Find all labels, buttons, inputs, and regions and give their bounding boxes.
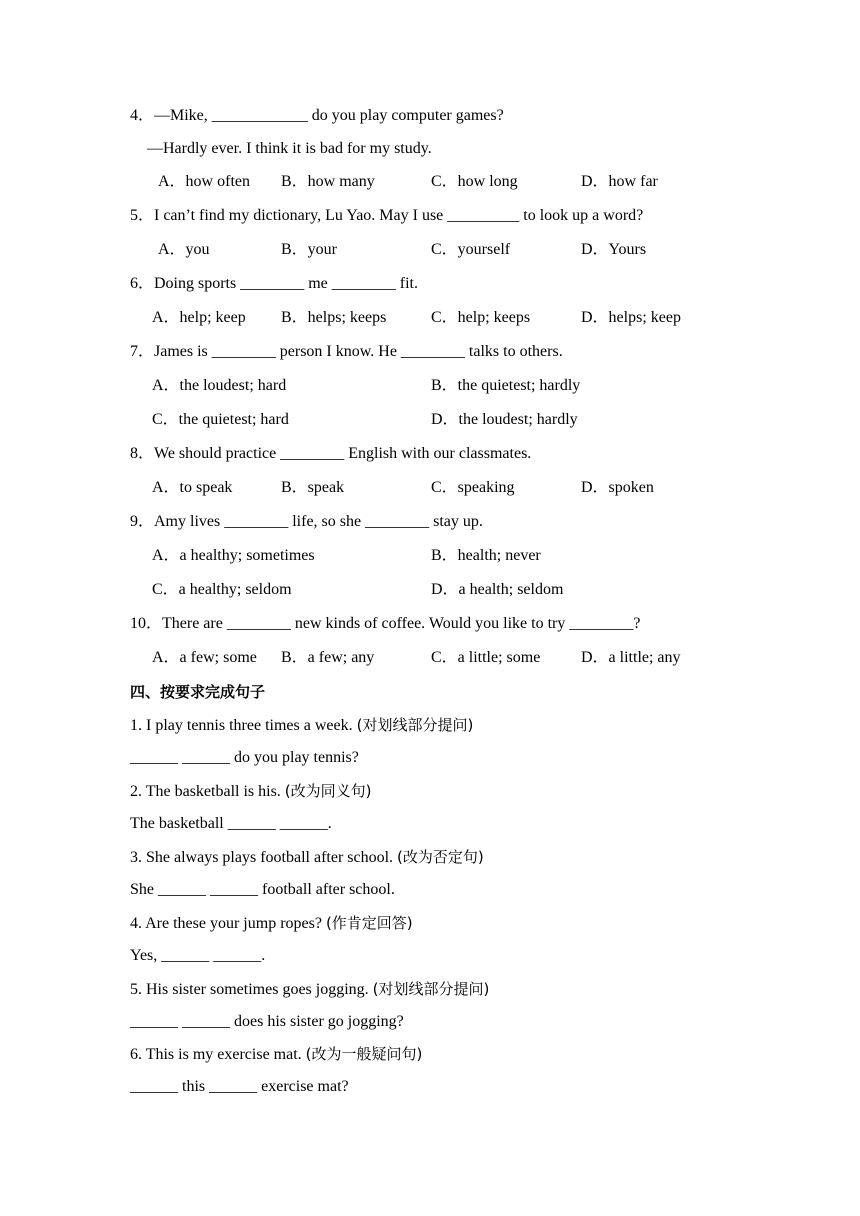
- question-10-option-c: C．a little; some: [431, 649, 541, 666]
- question-8-option-b: B．speak: [281, 479, 345, 496]
- sentence-task-6-answer: ______ this ______ exercise mat?: [130, 1078, 349, 1095]
- question-6-option-c: C．help; keeps: [431, 309, 531, 326]
- sentence-task-6: [130, 1044, 422, 1065]
- question-7-option-a: A．the loudest; hard: [152, 377, 287, 394]
- question-10-option-a: A．a few; some: [152, 649, 257, 666]
- question-10-option-d: D．a little; any: [581, 649, 681, 666]
- question-8-option-d: D．spoken: [581, 479, 654, 496]
- question-4-option-d: D．how far: [581, 173, 658, 190]
- question-7-stem: 7．James is ________ person I know. He ________ talks to others.: [130, 343, 563, 360]
- sentence-task-4-instruction: (作肯定回答): [325, 914, 413, 932]
- sentence-task-2-instruction: (改为同义句): [284, 782, 372, 800]
- sentence-task-4-answer: Yes, ______ ______.: [130, 947, 266, 964]
- question-4-option-c: C．how long: [431, 173, 518, 190]
- question-9-option-b: B．health; never: [431, 547, 541, 564]
- question-8-stem: 8．We should practice ________ English with our classmates.: [130, 445, 532, 462]
- question-6-option-d: D．helps; keep: [581, 309, 681, 326]
- question-9-option-a: A．a healthy; sometimes: [152, 547, 315, 564]
- question-4-stem: 4．—Mike, ____________ do you play computer games?: [130, 107, 504, 124]
- sentence-task-4-text: 4. Are these your jump ropes?: [130, 915, 326, 932]
- question-5-option-b: B．your: [281, 241, 338, 258]
- question-8-option-a: A．to speak: [152, 479, 233, 496]
- question-6-stem: 6．Doing sports ________ me ________ fit.: [130, 275, 418, 292]
- section-4-heading: 四、按要求完成句子: [130, 683, 266, 701]
- question-9-stem: 9．Amy lives ________ life, so she ________ stay up.: [130, 513, 483, 530]
- sentence-task-1-instruction: (对划线部分提问): [356, 716, 474, 734]
- question-5-stem: 5．I can’t find my dictionary, Lu Yao. May I use _________ to look up a word?: [130, 207, 644, 224]
- question-6-option-b: B．helps; keeps: [281, 309, 387, 326]
- sentence-task-5-answer: ______ ______ does his sister go jogging?: [130, 1013, 404, 1030]
- sentence-task-6-instruction: (改为一般疑问句): [305, 1045, 423, 1063]
- question-9-option-c: C．a healthy; seldom: [152, 581, 292, 598]
- sentence-task-3-instruction: (改为否定句): [397, 848, 484, 866]
- sentence-task-1: [130, 715, 473, 736]
- question-10-stem: 10．There are ________ new kinds of coffee. Would you like to try ________?: [130, 615, 641, 632]
- question-4-reply: —Hardly ever. I think it is bad for my study.: [147, 140, 432, 157]
- sentence-task-4: [130, 913, 413, 934]
- question-7-option-d: D．the loudest; hardly: [431, 411, 578, 428]
- sentence-task-6-text: 6. This is my exercise mat.: [130, 1046, 306, 1063]
- question-6-option-a: A．help; keep: [152, 309, 246, 326]
- question-5-option-d: D．Yours: [581, 241, 647, 258]
- question-7-option-b: B．the quietest; hardly: [431, 377, 581, 394]
- sentence-task-5-instruction: (对划线部分提问): [372, 980, 490, 998]
- question-5-option-a: A．you: [158, 241, 210, 258]
- question-7-option-c: C．the quietest; hard: [152, 411, 289, 428]
- sentence-task-3-text: 3. She always plays football after school.: [130, 849, 398, 866]
- sentence-task-1-answer: ______ ______ do you play tennis?: [130, 749, 359, 766]
- question-10-option-b: B．a few; any: [281, 649, 375, 666]
- sentence-task-5: [130, 979, 489, 1000]
- question-4-option-a: A．how often: [158, 173, 250, 190]
- sentence-task-2: [130, 781, 372, 802]
- sentence-task-3: [130, 847, 484, 868]
- question-5-option-c: C．yourself: [431, 241, 511, 258]
- sentence-task-2-answer: The basketball ______ ______.: [130, 815, 332, 832]
- sentence-task-2-text: 2. The basketball is his.: [130, 783, 285, 800]
- sentence-task-3-answer: She ______ ______ football after school.: [130, 881, 395, 898]
- question-9-option-d: D．a health; seldom: [431, 581, 564, 598]
- question-4-option-b: B．how many: [281, 173, 375, 190]
- sentence-task-5-text: 5. His sister sometimes goes jogging.: [130, 981, 373, 998]
- sentence-task-1-text: 1. I play tennis three times a week.: [130, 717, 357, 734]
- question-8-option-c: C．speaking: [431, 479, 515, 496]
